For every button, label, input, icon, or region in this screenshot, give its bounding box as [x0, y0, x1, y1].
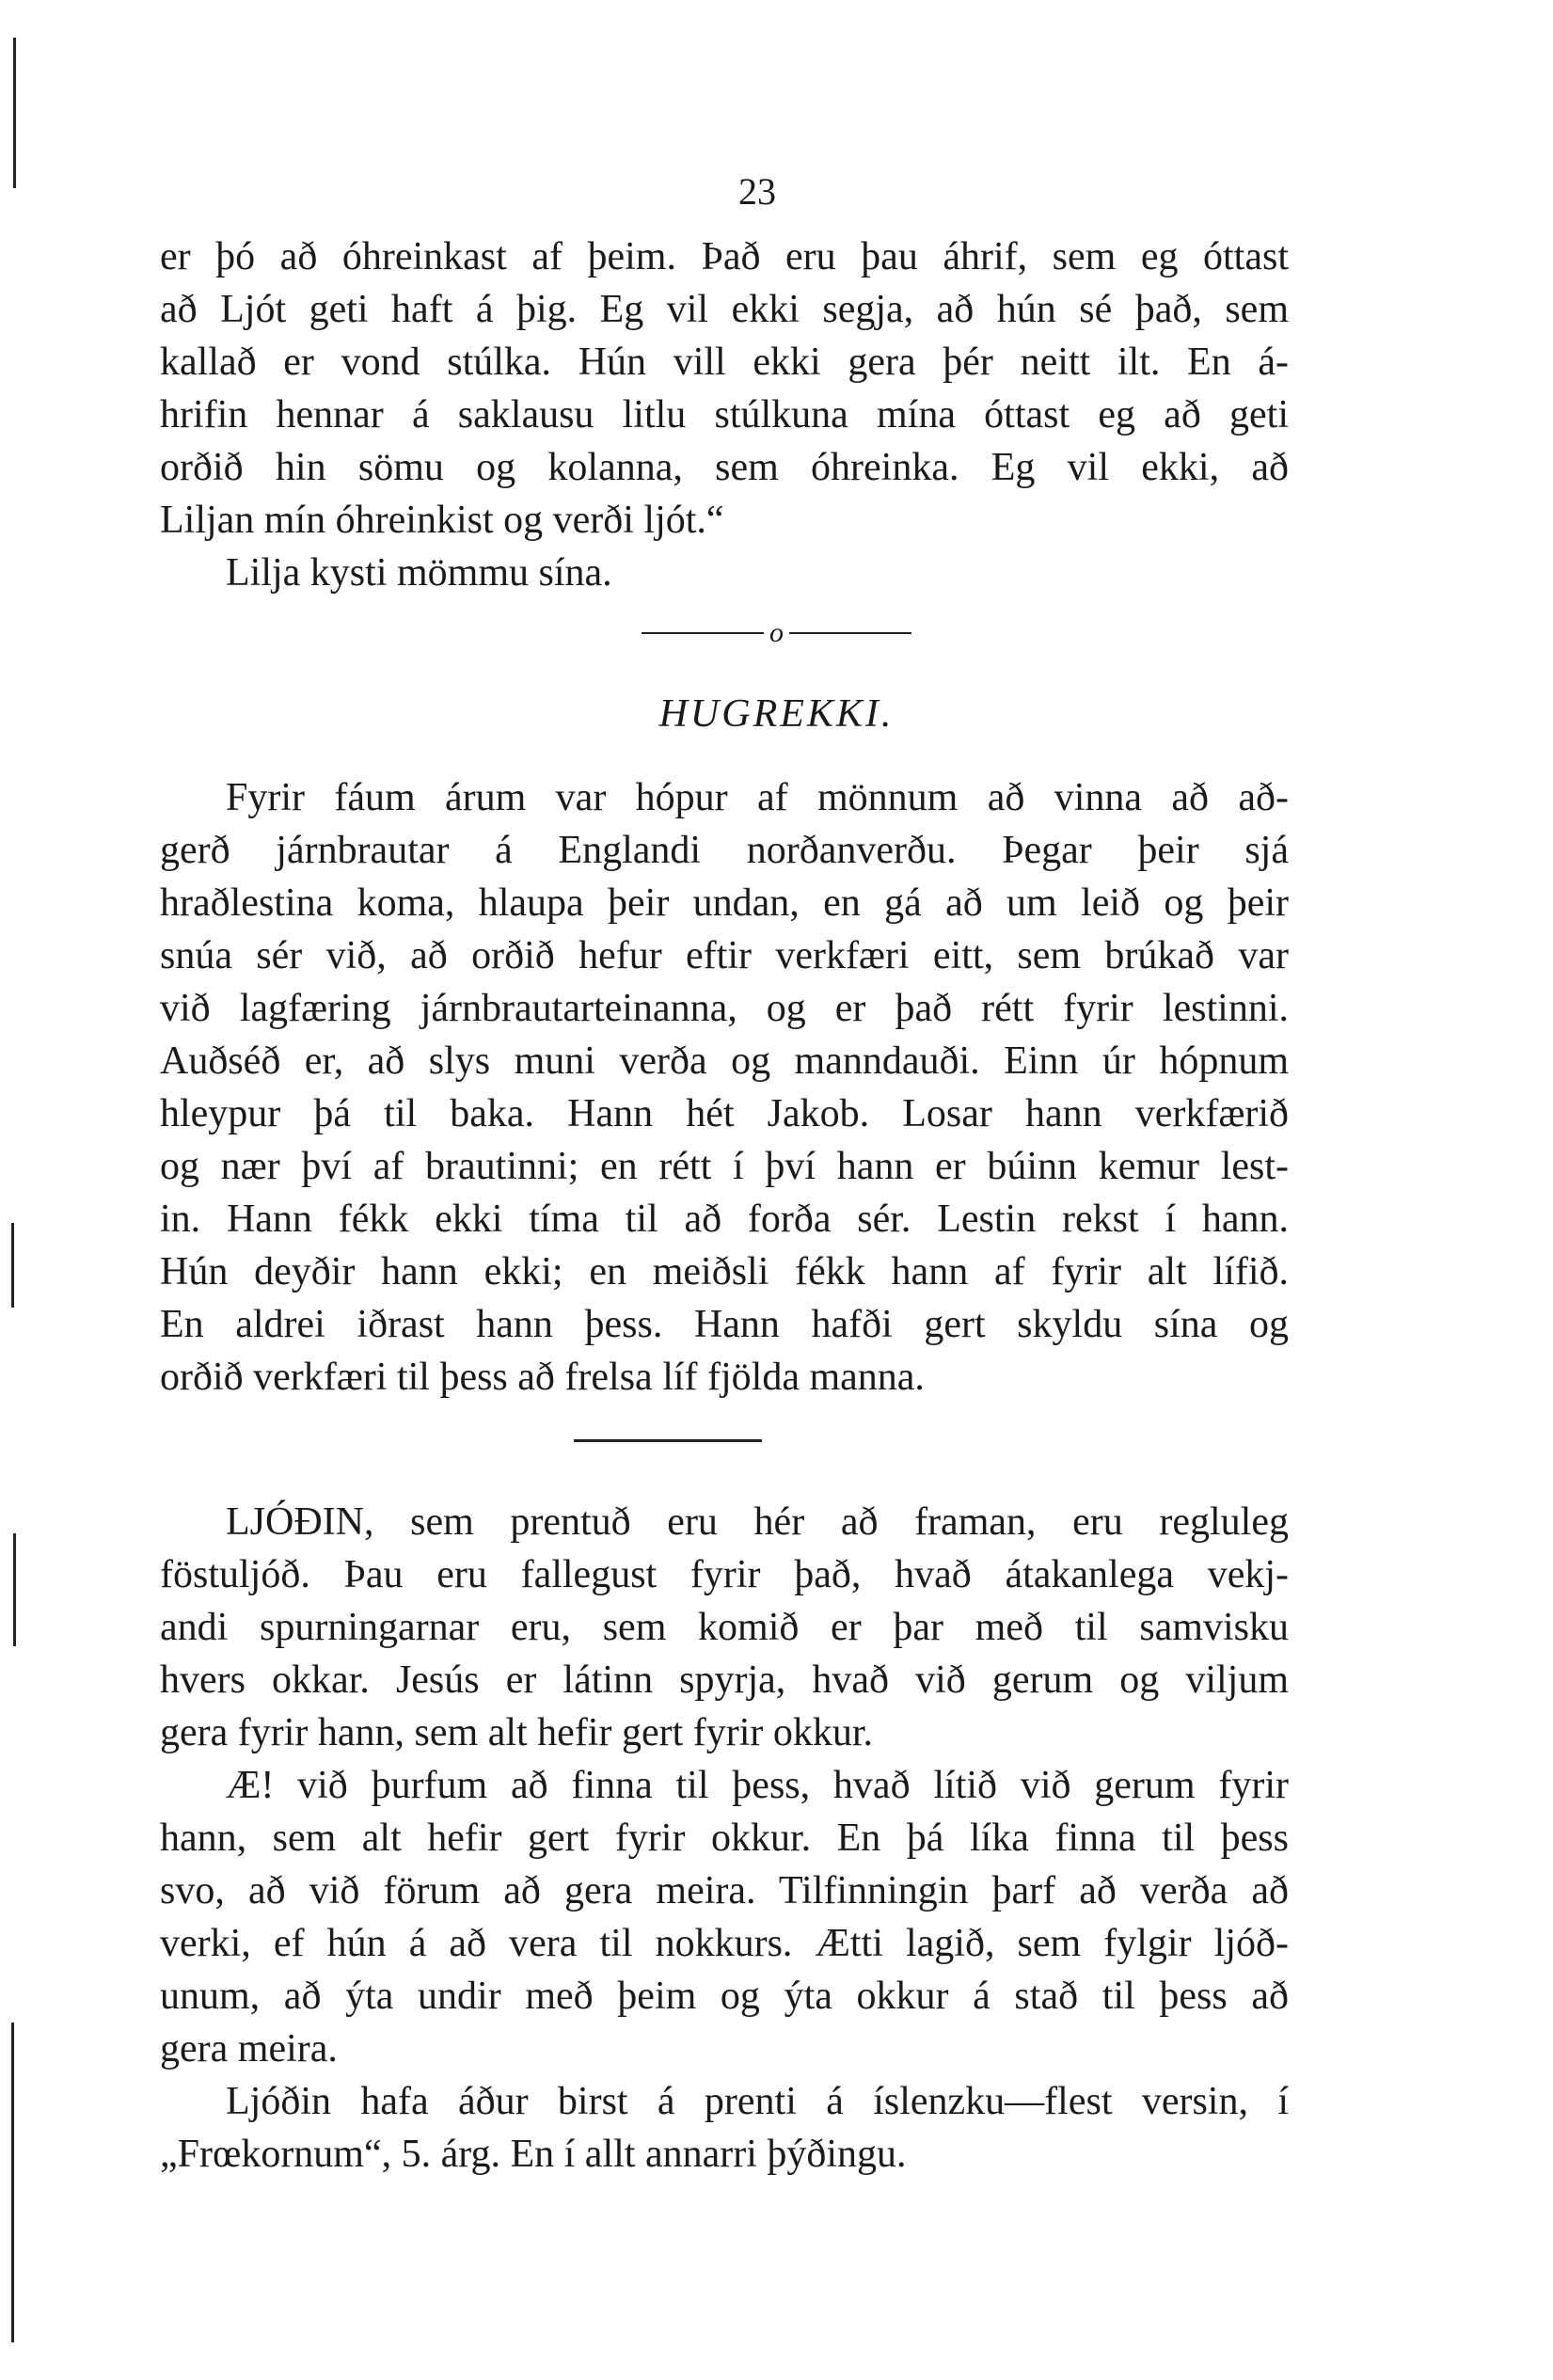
- text-line: föstuljóð. Þau eru fallegust fyrir það, hvað átakanlega vekj-: [160, 1553, 1289, 1596]
- text-line: Liljan mín óhreinkist og verði ljót.“: [160, 499, 724, 542]
- text-line: að Ljót geti haft á þig. Eg vil ekki segja, að hún sé það, sem: [160, 288, 1289, 331]
- text-line: gera fyrir hann, sem alt hefir gert fyrir okkur.: [160, 1711, 874, 1754]
- story-end-text: [160, 230, 1289, 599]
- section-divider: [0, 607, 1553, 659]
- text-line: hraðlestina koma, hlaupa þeir undan, en gá að um leið og þeir: [160, 881, 1289, 925]
- text-line: Lilja kysti mömmu sína.: [226, 551, 612, 595]
- text-line: orðið verkfæri til þess að frelsa líf fjölda manna.: [160, 1356, 925, 1399]
- margin-scan-edge: [13, 1533, 16, 1646]
- text-line: andi spurningarnar eru, sem komið er þar með til samvisku: [160, 1606, 1289, 1649]
- text-line: Æ! við þurfum að finna til þess, hvað lítið við gerum fyrir: [226, 1764, 1289, 1807]
- text-line: verki, ef hún á að vera til nokkurs. Ætti lagið, sem fylgir ljóð-: [160, 1922, 1289, 1965]
- text-line: snúa sér við, að orðið hefur eftir verkfæri eitt, sem brúkað var: [160, 934, 1289, 977]
- text-line: gerð járnbrautar á Englandi norðanverðu. Þegar þeir sjá: [160, 829, 1289, 872]
- margin-scan-edge: [13, 38, 16, 188]
- divider-rule: [642, 632, 764, 634]
- text-line: kallað er vond stúlka. Hún vill ekki gera þér neitt ilt. En á-: [160, 341, 1289, 384]
- text-line: Auðséð er, að slys muni verða og manndauði. Einn úr hópnum: [160, 1039, 1289, 1083]
- text-line: LJÓÐIN, sem prentuð eru hér að framan, eru regluleg: [226, 1500, 1289, 1544]
- text-line: hann, sem alt hefir gert fyrir okkur. En þá líka finna til þess: [160, 1817, 1289, 1860]
- hugrekki-text: [160, 771, 1289, 1404]
- page-number: 23: [738, 170, 776, 213]
- ljodin-text: [160, 1496, 1289, 2181]
- text-line: unum, að ýta undir með þeim og ýta okkur á stað til þess að: [160, 1975, 1289, 2018]
- divider-rule: [789, 632, 911, 634]
- text-line: orðið hin sömu og kolanna, sem óhreinka. Eg vil ekki, að: [160, 446, 1289, 489]
- text-line: in. Hann fékk ekki tíma til að forða sér. Lestin rekst í hann.: [160, 1198, 1289, 1241]
- text-line: „Frœkornum“, 5. árg. En í allt annarri þýðingu.: [160, 2133, 907, 2176]
- text-line: hrifin hennar á saklausu litlu stúlkuna mína óttast eg að geti: [160, 393, 1289, 436]
- text-line: En aldrei iðrast hann þess. Hann hafði gert skyldu sína og: [160, 1303, 1289, 1346]
- text-line: gera meira.: [160, 2027, 338, 2071]
- divider-mark: o: [769, 617, 784, 648]
- margin-scan-edge: [11, 2023, 14, 2342]
- text-line: Hún deyðir hann ekki; en meiðsli fékk hann af fyrir alt lífið.: [160, 1250, 1289, 1293]
- text-line: hvers okkar. Jesús er látinn spyrja, hvað við gerum og viljum: [160, 1658, 1289, 1702]
- text-line: hleypur þá til baka. Hann hét Jakob. Losar hann verkfærið: [160, 1092, 1289, 1135]
- section-divider-line: [574, 1439, 762, 1442]
- text-line: við lagfæring járnbrautarteinanna, og er það rétt fyrir lestinni.: [160, 987, 1289, 1030]
- section-heading: HUGREKKI.: [658, 692, 895, 736]
- text-line: er þó að óhreinkast af þeim. Það eru þau áhrif, sem eg óttast: [160, 235, 1289, 278]
- text-line: og nær því af brautinni; en rétt í því hann er búinn kemur lest-: [160, 1145, 1289, 1188]
- text-line: svo, að við förum að gera meira. Tilfinningin þarf að verða að: [160, 1869, 1289, 1912]
- margin-scan-edge: [11, 1223, 14, 1308]
- text-line: Ljóðin hafa áður birst á prenti á íslenzku—flest versin, í: [226, 2080, 1289, 2123]
- text-line: Fyrir fáum árum var hópur af mönnum að vinna að að-: [226, 776, 1289, 819]
